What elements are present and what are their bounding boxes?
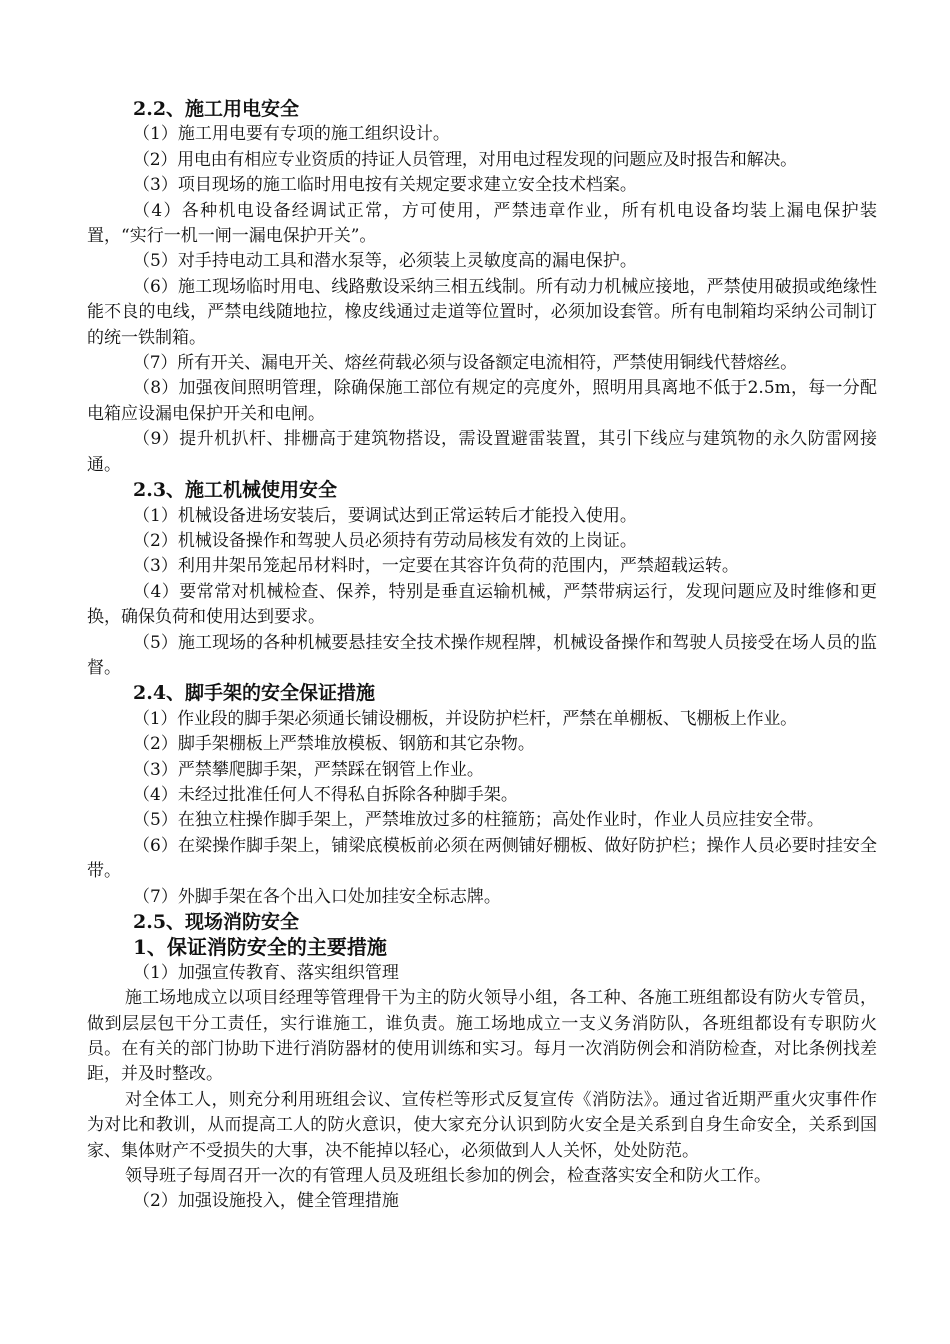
paragraph: （3）严禁攀爬脚手架，严禁踩在钢管上作业。 (133, 759, 484, 780)
paragraph: （7）外脚手架在各个出入口处加挂安全标志牌。 (133, 886, 501, 907)
section-heading-2-5: 2.5、现场消防安全 (133, 911, 300, 933)
paragraph: （7）所有开关、漏电开关、熔丝荷载必须与设备额定电流相符，严禁使用铜线代替熔丝。 (133, 353, 797, 374)
paragraph: （1）作业段的脚手架必须通长铺设棚板，并设防护栏杆，严禁在单棚板、飞棚板上作业。 (133, 708, 797, 729)
paragraph: （5）在独立柱操作脚手架上，严禁堆放过多的柱箍筋；高处作业时，作业人员应挂安全带。 (133, 810, 824, 831)
document-page (87, 97, 877, 1215)
sub-item-heading: （1）加强宣传教育、落实组织管理 (133, 962, 399, 983)
paragraph: （2）用电由有相应专业资质的持证人员管理，对用电过程发现的问题应及时报告和解决。 (133, 149, 797, 170)
paragraph: （4）要常常对机械检查、保养，特别是垂直运输机械，严禁带病运行，发现问题应及时维修和更换，确保负荷和使用达到要求。 (87, 581, 877, 628)
paragraph: （6）在梁操作脚手架上，铺梁底模板前必须在两侧铺好棚板、做好防护栏；操作人员必要时挂安全带。 (87, 835, 877, 882)
paragraph: （3）项目现场的施工临时用电按有关规定要求建立安全技术档案。 (133, 175, 637, 196)
paragraph: （9）提升机扒杆、排栅高于建筑物搭设，需设置避雷装置，其引下线应与建筑物的永久防雷网接通。 (87, 429, 877, 475)
paragraph: （5）施工现场的各种机械要悬挂安全技术操作规程牌，机械设备操作和驾驶人员接受在场人员的监督。 (87, 632, 877, 678)
paragraph: （4）各种机电设备经调试正常，方可使用，严禁违章作业，所有机电设备均装上漏电保护装置，“实行一机一闸一漏电保护开关”。 (87, 200, 877, 247)
sub-item-heading: （2）加强设施投入，健全管理措施 (133, 1191, 399, 1212)
paragraph: （8）加强夜间照明管理，除确保施工部位有规定的亮度外，照明用具离地不低于2.5m，每一分配电箱应设漏电保护开关和电闸。 (87, 378, 877, 424)
paragraph: （6）施工现场临时用电、线路敷设采纳三相五线制。所有动力机械应接地，严禁使用破损或绝缘性能不良的电线，严禁电线随地拉，橡皮线通过走道等位置时，必须加设套管。所有电制箱均采纳公司制订的统一铁制箱。 (87, 276, 877, 348)
paragraph: 领导班子每周召开一次的有管理人员及班组长参加的例会，检查落实安全和防火工作。 (125, 1166, 771, 1187)
section-heading-2-2: 2.2、施工用电安全 (133, 98, 300, 120)
paragraph: （4）未经过批准任何人不得私自拆除各种脚手架。 (133, 784, 518, 805)
paragraph: （2）机械设备操作和驾驶人员必须持有劳动局核发有效的上岗证。 (133, 530, 637, 551)
paragraph: 对全体工人，则充分利用班组会议、宣传栏等形式反复宣传《消防法》。通过省近期严重火灾事件作为对比和教训，从而提高工人的防火意识，使大家充分认识到防火安全是关系到自身生命安全，关系到国家、集体财产不受损失的大事，决不能掉以轻心，必须做到人人关怀，处处防范。 (87, 1089, 877, 1161)
section-heading-2-4: 2.4、脚手架的安全保证措施 (133, 682, 376, 705)
section-heading-2-3: 2.3、施工机械使用安全 (133, 479, 338, 502)
paragraph: （5）对手持电动工具和潜水泵等，必须装上灵敏度高的漏电保护。 (133, 251, 637, 272)
subsection-heading: 1、保证消防安全的主要措施 (133, 935, 387, 960)
paragraph: （2）脚手架棚板上严禁堆放模板、钢筋和其它杂物。 (133, 734, 535, 755)
paragraph: 施工场地成立以项目经理等管理骨干为主的防火领导小组，各工种、各施工班组都设有防火专管员，做到层层包干分工责任，实行谁施工，谁负责。施工场地成立一支义务消防队，各班组都设有专职防火员。在有关的部门协助下进行消防器材的使用训练和实习。每月一次消防例会和消防检查，对比条例找差距，并及时整改。 (87, 988, 877, 1085)
paragraph: （3）利用井架吊笼起吊材料时，一定要在其容许负荷的范围内，严禁超载运转。 (133, 556, 739, 577)
paragraph: （1）施工用电要有专项的施工组织设计。 (133, 124, 450, 145)
paragraph: （1）机械设备进场安装后，要调试达到正常运转后才能投入使用。 (133, 505, 637, 526)
